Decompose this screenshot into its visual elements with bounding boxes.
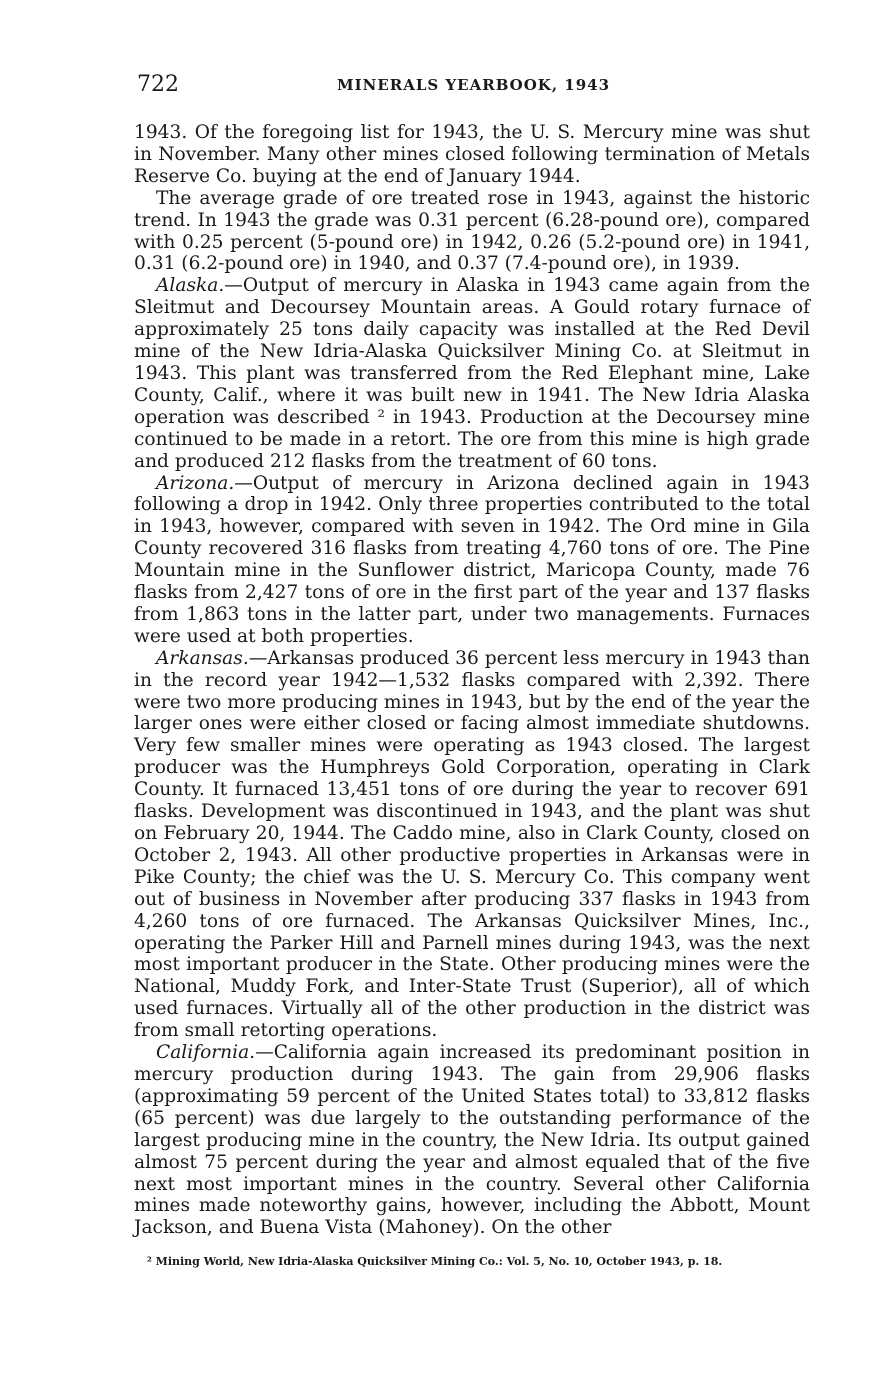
section-lead-arizona: Arizona. — [156, 472, 235, 494]
page-number: 722 — [137, 72, 179, 97]
page-header — [137, 72, 697, 104]
body-text — [134, 122, 810, 1239]
section-lead-arkansas: Arkansas. — [156, 647, 249, 669]
paragraph-arizona: Arizona.—Output of mercury in Arizona declined again in 1943 following a drop in 1942. Only three properties contributed to the total in 1943, however, compared with seven in 1942. The Ord mine in Gila County recovered 316 flasks from treating 4,760 tons of ore. The Pine Mountain mine in the Sunflower district, Maricopa County, made 76 flasks from 2,427 tons of ore in the first part of the year and 137 flasks from 1,863 tons in the latter part, under two managements. Furnaces were used at both properties. — [134, 472, 810, 647]
paragraph-alaska: Alaska.—Output of mercury in Alaska in 1943 came again from the Sleitmut and Decoursey Mountain areas. A Gould rotary furnace of approximately 25 tons daily capacity was installed at the Red Devil mine of the New Idria-Alaska Quicksilver Mining Co. at Sleitmut in 1943. This plant was transferred from the Red Elephant mine, Lake County, Calif., where it was built new in 1941. The New Idria Alaska operation was described ² in 1943. Production at the Decoursey mine continued to be made in a retort. The ore from this mine is high grade and produced 212 flasks from the treatment of 60 tons. — [134, 275, 810, 472]
running-head: MINERALS YEARBOOK, 1943 — [337, 76, 611, 94]
paragraph-ore-grade: The average grade of ore treated rose in 1943, against the historic trend. In 1943 the grade was 0.31 percent (6.28-pound ore), compared with 0.25 percent (5-pound ore) in 1942, 0.26 (5.2-pound ore) in 1941, 0.31 (6.2-pound ore) in 1940, and 0.37 (7.4-pound ore), in 1939. — [134, 187, 810, 275]
section-lead-california: California. — [156, 1042, 256, 1064]
section-lead-alaska: Alaska. — [156, 275, 225, 297]
footnote: ² Mining World, New Idria-Alaska Quicksilver Mining Co.: Vol. 5, No. 10, October 1943, p. 18. — [147, 1255, 723, 1268]
paragraph-continuation: 1943. Of the foregoing list for 1943, the U. S. Mercury mine was shut in November. Many other mines closed following termination of Metals Reserve Co. buying at the end of January 1944. — [134, 122, 810, 187]
paragraph-arkansas: Arkansas.—Arkansas produced 36 percent less mercury in 1943 than in the record year 1942—1,532 flasks compared with 2,392. There were two more producing mines in 1943, but by the end of the year the larger ones were either closed or facing almost immediate shutdowns. Very few smaller mines were operating as 1943 closed. The largest producer was the Humphreys Gold Corporation, operating in Clark County. It furnaced 13,451 tons of ore during the year to recover 691 flasks. Development was discontinued in 1943, and the plant was shut on February 20, 1944. The Caddo mine, also in Clark County, closed on October 2, 1943. All other productive properties in Arkansas were in Pike County; the chief was the U. S. Mercury Co. This company went out of business in November after producing 337 flasks in 1943 from 4,260 tons of ore furnaced. The Arkansas Quicksilver Mines, Inc., operating the Parker Hill and Parnell mines during 1943, was the next most important producer in the State. Other producing mines were the National, Muddy Fork, and Inter-State Trust (Superior), all of which used furnaces. Virtually all of the other production in the district was from small retorting operations. — [134, 647, 811, 1042]
paragraph-california: California.—California again increased its predominant position in mercury production during 1943. The gain from 29,906 flasks (approximating 59 percent of the United States total) to 33,812 flasks (65 percent) was due largely to the outstanding performance of the largest producing mine in the country, the New Idria. Its output gained almost 75 percent during the year and almost equaled that of the five next most important mines in the country. Several other California mines made noteworthy gains, however, including the Abbott, Mount Jackson, and Buena Vista (Mahoney). On the other — [134, 1042, 810, 1239]
